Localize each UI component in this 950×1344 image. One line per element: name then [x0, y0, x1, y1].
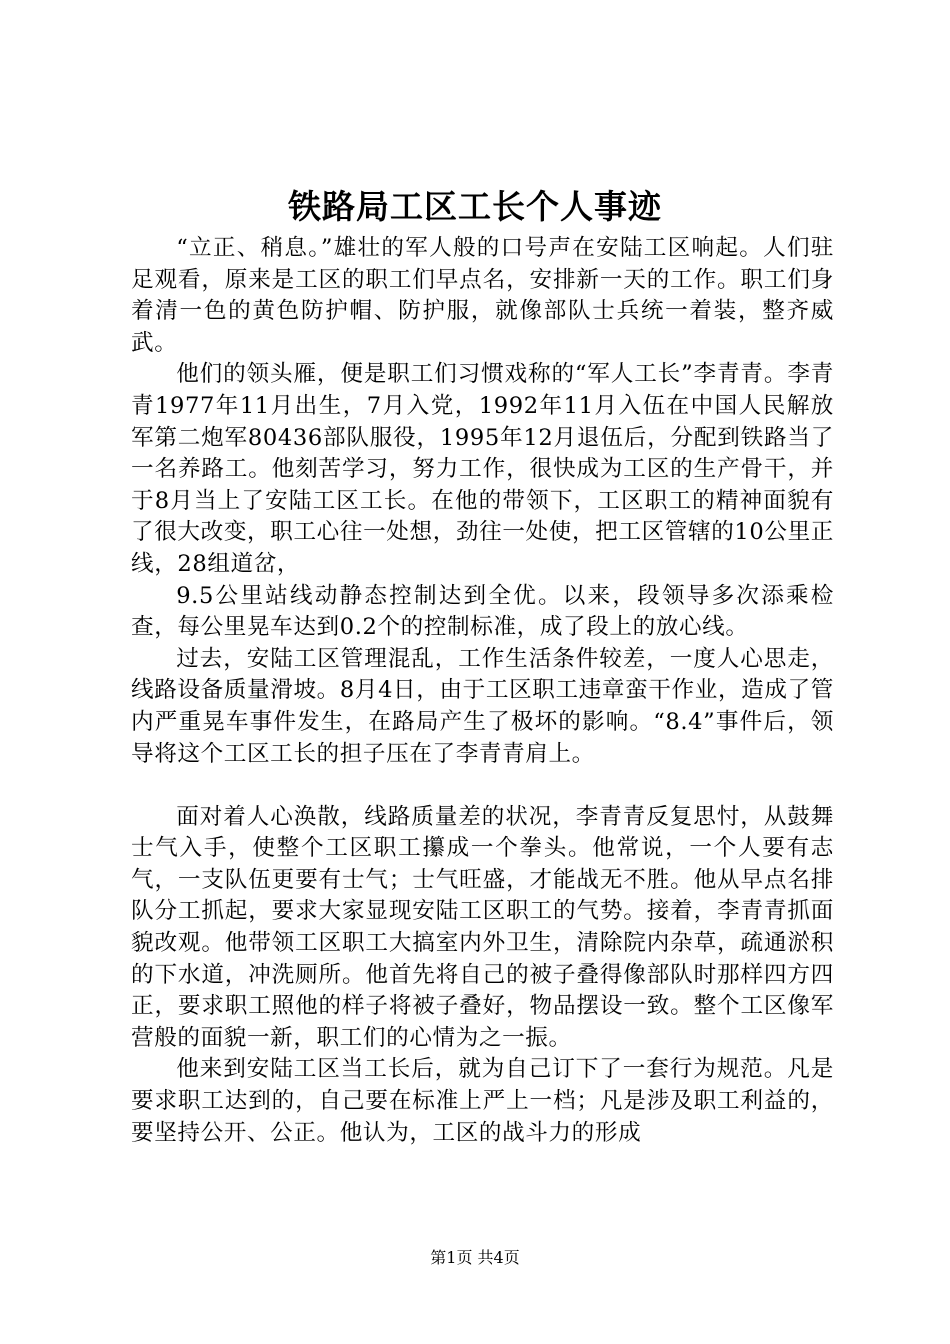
paragraph-2: 他们的领头雁，便是职工们习惯戏称的“军人工长”李青青。李青青1977年11月出生，7月入党，1992年11月入伍在中国人民解放军第二炮军80436部队服役，1995年12月退伍后，分配到铁路当了一名养路工。他刻苦学习，努力工作，很快成为工区的生产骨干，并于8月当上了安陆工区工长。在他的带领下，工区职工的精神面貌有了很大改变，职工心往一处想，劲往一处使，把工区管辖的10公里正线，28组道岔， [131, 361, 834, 577]
paragraph-spacer [131, 770, 834, 802]
paragraph-4: 过去，安陆工区管理混乱，工作生活条件较差，一度人心思走，线路设备质量滑坡。8月4日，由于工区职工违章蛮干作业，造成了管内严重晃车事件发生，在路局产生了极坏的影响。“8.4”事件后，领导将这个工区工长的担子压在了李青青肩上。 [131, 645, 834, 767]
paragraph-3: 9.5公里站线动静态控制达到全优。以来，段领导多次添乘检查，每公里晃车达到0.2个的控制标准，成了段上的放心线。 [131, 582, 834, 641]
paragraph-5: 面对着人心涣散，线路质量差的状况，李青青反复思忖，从鼓舞士气入手，使整个工区职工攥成一个拳头。他常说，一个人要有志气，一支队伍更要有士气；士气旺盛，才能战无不胜。他从早点名排队分工抓起，要求大家显现安陆工区职工的气势。接着，李青青抓面貌改观。他带领工区职工大搞室内外卫生，清除院内杂草，疏通淤积的下水道，冲洗厕所。他首先将自己的被子叠得像部队时那样四方四正，要求职工照他的样子将被子叠好，物品摆设一致。整个工区像军营般的面貌一新，职工们的心情为之一振。 [131, 803, 834, 1051]
document-body [131, 233, 834, 1149]
paragraph-6: 他来到安陆工区当工长后，就为自己订下了一套行为规范。凡是要求职工达到的，自己要在标准上严上一档；凡是涉及职工利益的，要坚持公开、公正。他认为，工区的战斗力的形成 [131, 1056, 834, 1146]
paragraph-1: “立正、稍息。”雄壮的军人般的口号声在安陆工区响起。人们驻足观看，原来是工区的职工们早点名，安排新一天的工作。职工们身着清一色的黄色防护帽、防护服，就像部队士兵统一着装，整齐威武。 [131, 235, 834, 356]
page-footer: 第1页 共4页 [430, 1248, 520, 1267]
document-title: 铁路局工区工长个人事迹 [288, 187, 662, 226]
